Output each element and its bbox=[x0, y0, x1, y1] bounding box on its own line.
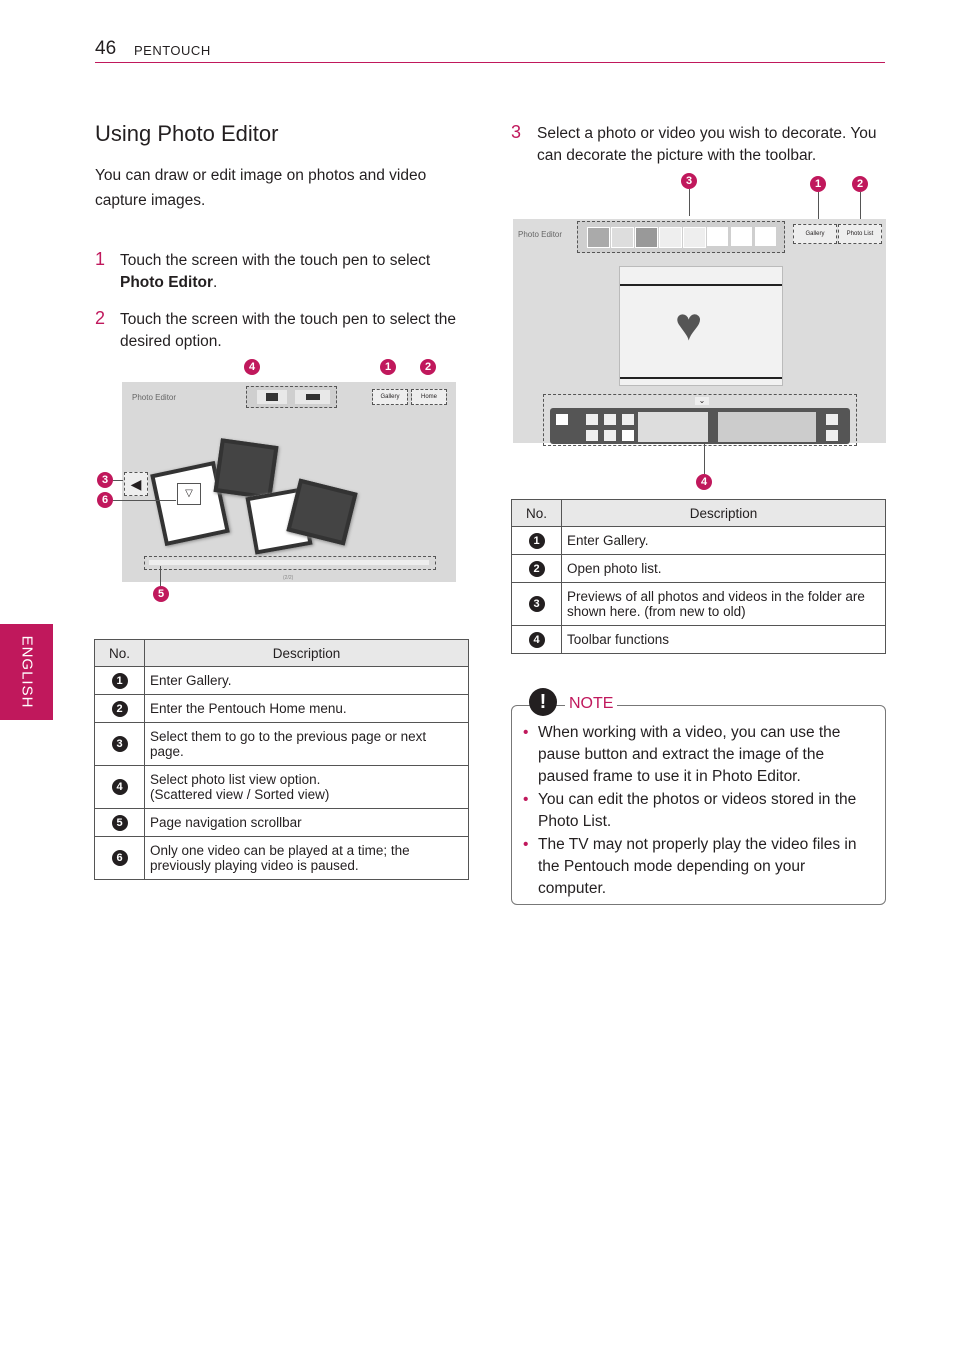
photo-thumbnail[interactable] bbox=[214, 438, 279, 500]
callout-4: 4 bbox=[244, 359, 260, 375]
print-icon[interactable] bbox=[826, 430, 838, 441]
callout-3: 3 bbox=[97, 472, 113, 488]
home-button[interactable]: Home bbox=[411, 389, 447, 405]
note-item: • The TV may not properly play the video files in the Pentouch mode depending on your computer. bbox=[522, 834, 874, 900]
callout-6: 6 bbox=[97, 492, 113, 508]
chevron-down-icon[interactable]: ⌄ bbox=[695, 397, 709, 405]
tool-icon[interactable] bbox=[586, 414, 598, 425]
toolbar bbox=[543, 394, 857, 446]
play-icon[interactable]: ▽ bbox=[177, 483, 201, 505]
callout-1: 1 bbox=[380, 359, 396, 375]
scattered-view-button[interactable] bbox=[257, 390, 287, 404]
delete-icon[interactable] bbox=[622, 430, 634, 441]
step-3: 3 Select a photo or video you wish to decorate. You can decorate the picture with the toolbar. bbox=[511, 122, 877, 164]
sorted-view-button[interactable] bbox=[295, 390, 330, 404]
callout-2: 2 bbox=[420, 359, 436, 375]
screen-title: Photo Editor bbox=[518, 230, 563, 239]
view-option-group bbox=[246, 386, 337, 408]
note-item: • You can edit the photos or videos stored in the Photo List. bbox=[522, 789, 874, 833]
step-2: 2 Touch the screen with the touch pen to select the desired option. bbox=[95, 308, 457, 350]
language-tab: ENGLISH bbox=[0, 624, 53, 720]
note-box bbox=[511, 705, 886, 905]
edit-canvas[interactable] bbox=[619, 266, 783, 386]
page-scrollbar[interactable] bbox=[144, 556, 436, 570]
exclamation-icon: ! bbox=[529, 688, 557, 716]
previous-page-button[interactable] bbox=[124, 472, 148, 496]
callout-4: 4 bbox=[696, 474, 712, 490]
callout-2: 2 bbox=[852, 176, 868, 192]
heart-drawing: ♥ bbox=[675, 298, 703, 350]
page-title: Using Photo Editor bbox=[95, 121, 279, 146]
photo-list-button[interactable]: Photo List bbox=[838, 224, 882, 244]
move-icon[interactable] bbox=[586, 430, 598, 441]
color-palette[interactable] bbox=[718, 412, 816, 442]
new-icon[interactable] bbox=[556, 414, 568, 425]
photo-editor-edit-screen bbox=[513, 219, 886, 443]
page-number: 46 bbox=[95, 38, 117, 59]
tool-icon[interactable] bbox=[604, 414, 616, 425]
crop-icon[interactable] bbox=[604, 430, 616, 441]
callout-3: 3 bbox=[681, 173, 697, 189]
pen-size-palette[interactable] bbox=[638, 412, 708, 442]
description-table-2: No. Description 1 Enter Gallery. 2 Open photo list. 3 Previews of all photos and videos in the folder are shown here. (from new to old) 4 Toolbar functions bbox=[511, 499, 886, 654]
gallery-button[interactable]: Gallery bbox=[372, 389, 408, 405]
header-rule bbox=[95, 62, 885, 63]
text-icon[interactable] bbox=[622, 414, 634, 425]
intro-text: You can draw or edit image on photos and video capture images. bbox=[95, 167, 427, 209]
section-title: PENTOUCH bbox=[134, 43, 211, 58]
photo-editor-screen bbox=[122, 382, 456, 582]
page-indicator: (2/2) bbox=[283, 575, 294, 581]
arrow-left-icon: ◀ bbox=[130, 476, 142, 492]
description-table-1: No. Description 1 Enter Gallery. 2 Enter the Pentouch Home menu. 3 Select them to go to the previous page or next page. 4 Select photo list view option. (Scattered view / Sorted view) 5 Page navigation scrollbar 6 Only one video can be played at a time; the previously playing video is paused. bbox=[94, 639, 469, 880]
note-item: • When working with a video, you can use the pause button and extract the image of the paused frame to use it in Photo Editor. bbox=[522, 722, 874, 788]
photo-preview-strip[interactable] bbox=[577, 221, 785, 253]
gallery-button[interactable]: Gallery bbox=[793, 224, 837, 244]
note-heading: NOTE bbox=[565, 695, 617, 713]
step-1: 1 Touch the screen with the touch pen to select Photo Editor. bbox=[95, 249, 431, 291]
screen-title: Photo Editor bbox=[132, 393, 177, 402]
callout-5: 5 bbox=[153, 586, 169, 602]
save-icon[interactable] bbox=[826, 414, 838, 425]
callout-1: 1 bbox=[810, 176, 826, 192]
